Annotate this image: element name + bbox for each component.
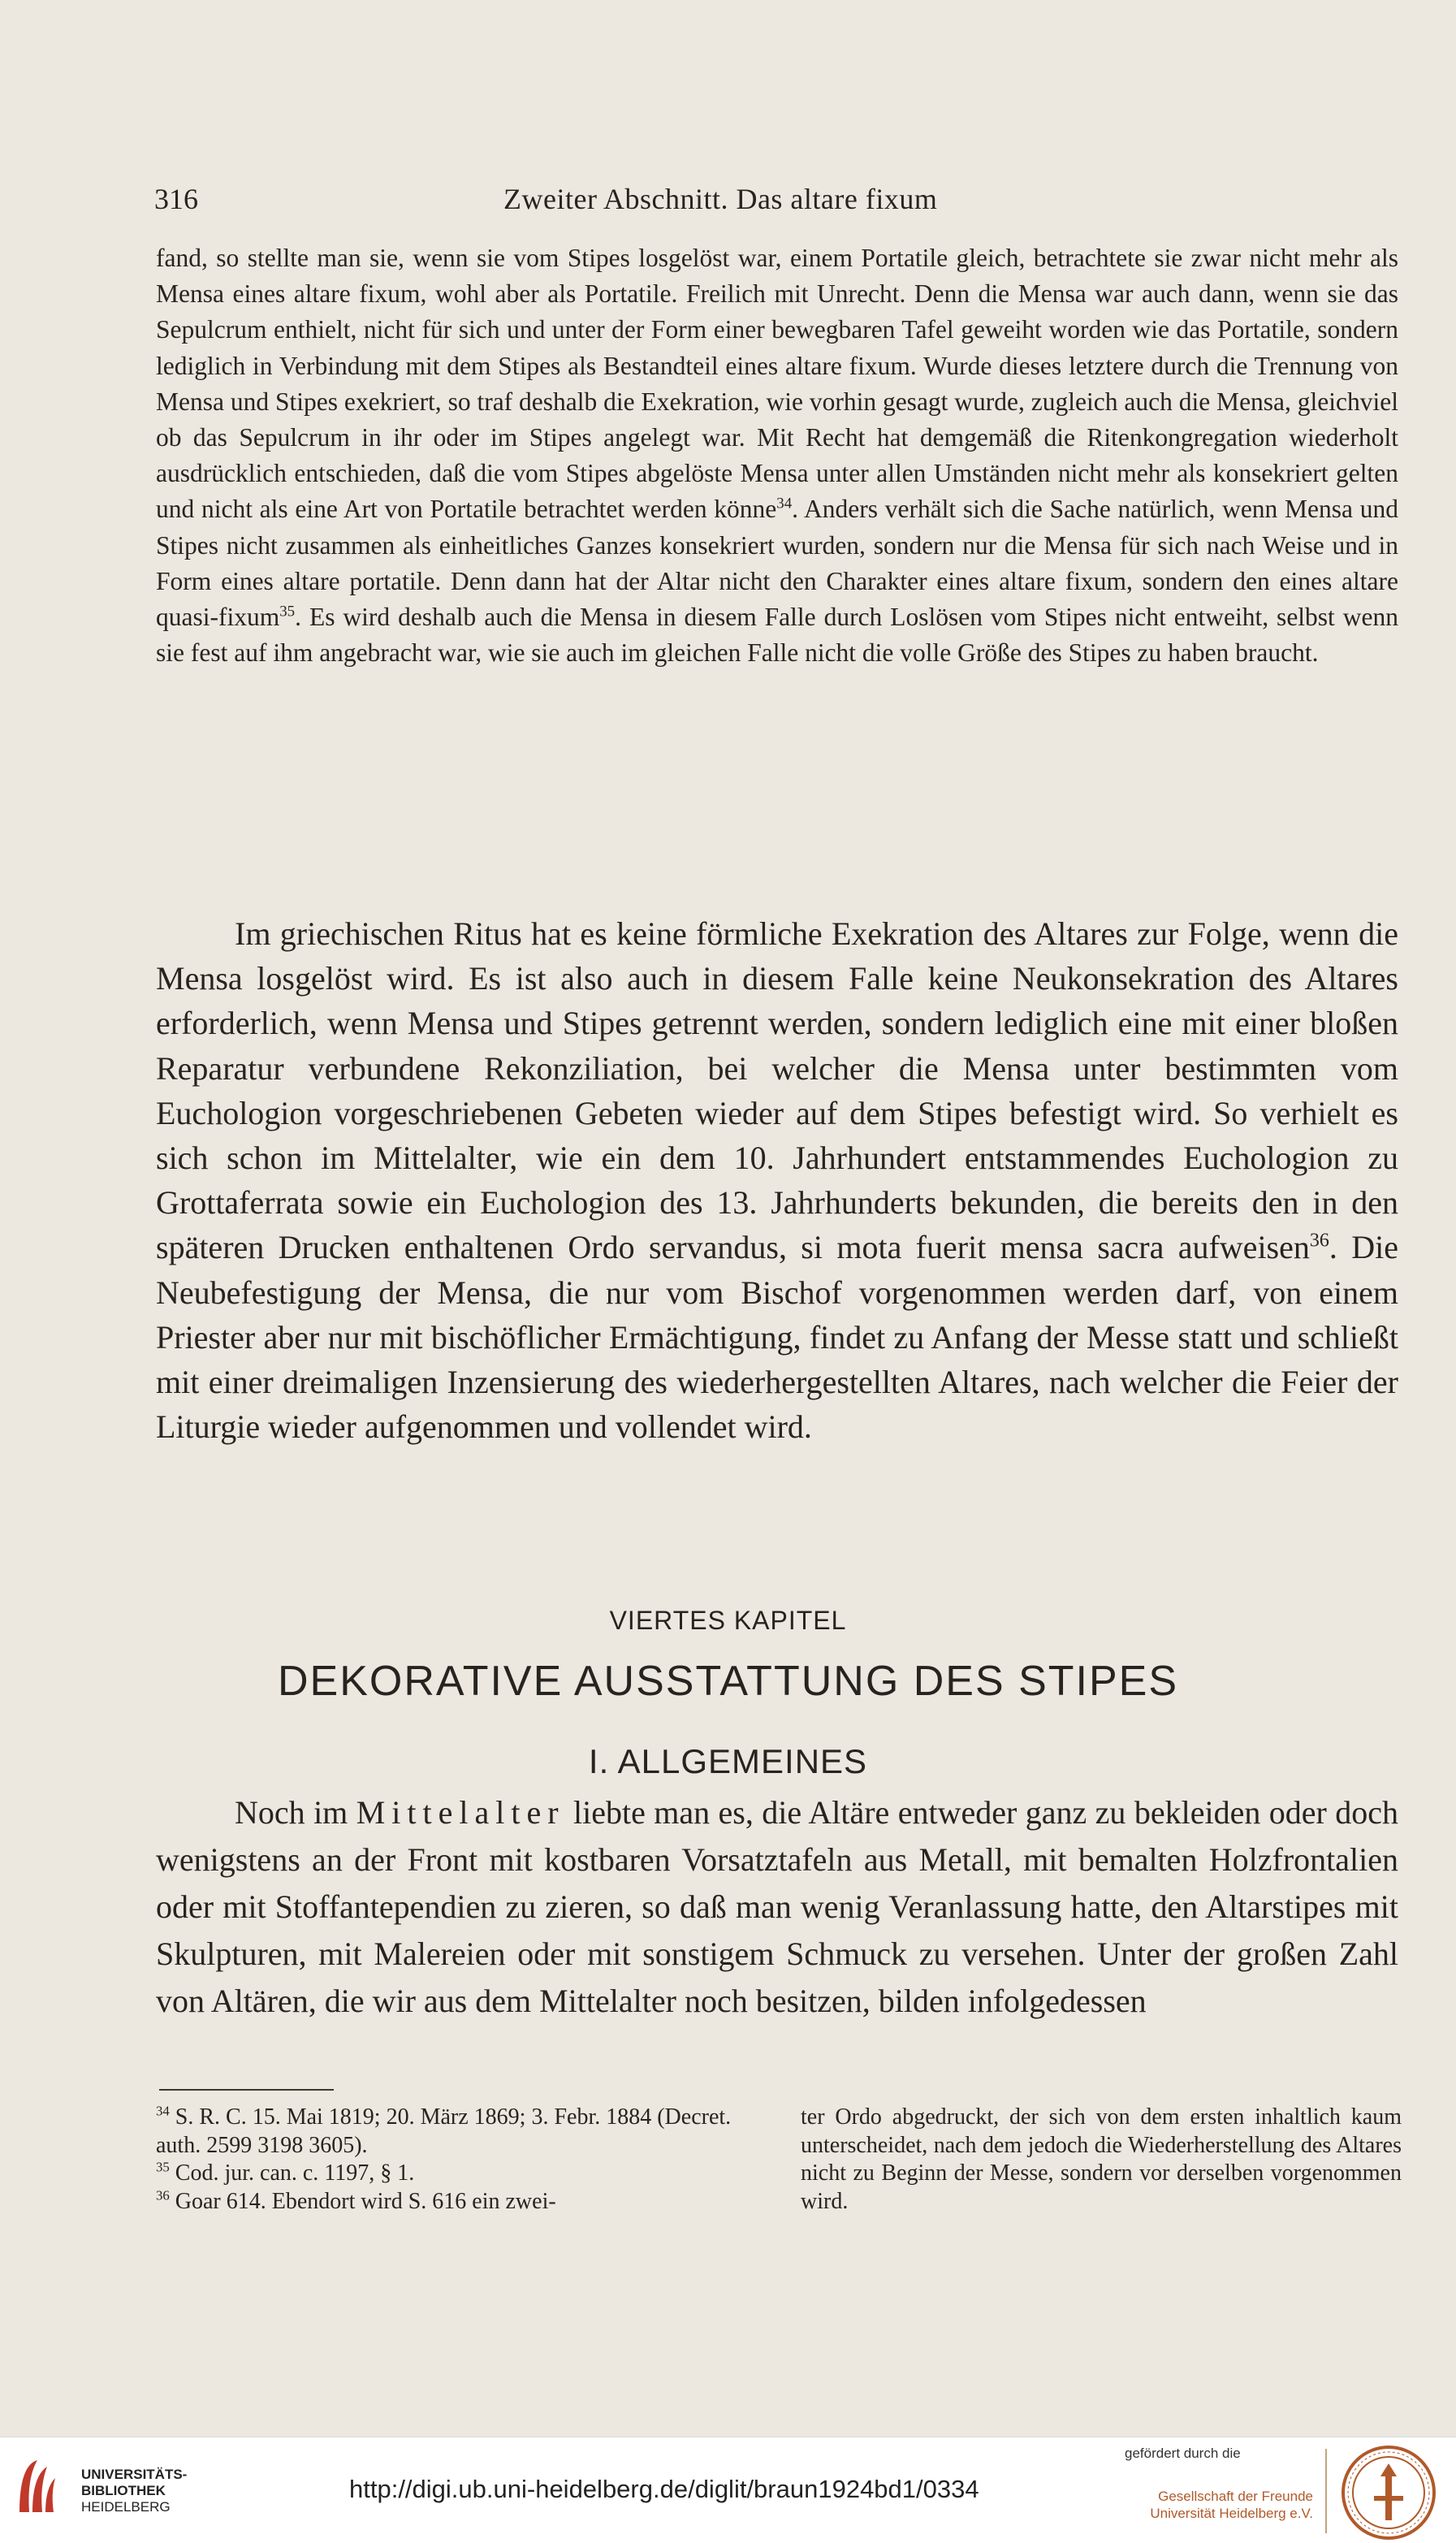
library-name[interactable] — [81, 2467, 187, 2515]
paragraph-text: Noch im — [235, 1794, 356, 1831]
footnote-divider — [159, 2089, 334, 2091]
sponsor-note: gefördert durch die — [1125, 2446, 1241, 2461]
chapter-label: VIERTES KAPITEL — [609, 1606, 847, 1635]
footnote-text: Cod. jur. can. c. 1197, § 1. — [175, 2160, 415, 2186]
sponsor-name-line: Universität Heidelberg e.V. — [1150, 2506, 1313, 2521]
paragraph-text: . Es wird deshalb auch die Mensa in diesem Falle durch Loslösen vom Stipes nicht entweiht, selbst wenn sie fest auf ihm angebracht war, wie sie auch im gleichen Falle nicht die volle Größe des Stipes zu haben braucht. — [156, 603, 1398, 668]
footnote-mark: 35 — [156, 2159, 170, 2175]
footnotes-right-column — [801, 2104, 1402, 2216]
footnote-ref-34[interactable]: 34 — [776, 495, 793, 512]
paragraph-portatile — [156, 240, 1398, 671]
paragraph-greek-rite — [156, 911, 1398, 1449]
paragraph-allgemeines — [156, 1789, 1398, 2025]
paragraph-text: Im griechischen Ritus hat es keine förmliche Exekration des Altares zur Folge, wenn die Mensa losgelöst wird. Es ist also auch in diesem Falle keine Neukonsekration des Altares erforderlich, wenn Mensa und Stipes getrennt werden, sondern lediglich eine mit einer bloßen Reparatur verbundene Rekonziliation, bei welcher die Mensa unter bestimmten vom Euchologion vorgeschriebenen Gebeten wieder auf dem Stipes befestigt wird. So verhielt es sich schon im Mittelalter, wie ein dem 10. Jahrhundert entstammendes Euchologion zu Grottaferrata sowie ein Euchologion des 13. Jahrhunderts bekunden, die bereits den in den späteren Drucken enthaltenen Ordo servandus, si mota fuerit mensa sacra aufweisen — [156, 915, 1398, 1266]
permalink-url[interactable]: http://digi.ub.uni-heidelberg.de/diglit/braun1924bd1/0334 — [349, 2475, 979, 2503]
footnote-text: S. R. C. 15. Mai 1819; 20. März 1869; 3. Febr. 1884 (Decret. auth. 2599 3198 3605). — [156, 2104, 732, 2158]
footnotes-left-column — [156, 2104, 773, 2216]
viewer-footer-bar — [0, 2437, 1456, 2543]
paragraph-text: liebte man es, die Altäre entweder ganz zu bekleiden oder doch wenigstens an der Front mit kostbaren Vorsatztafeln aus Metall, mit bemalten Holzfrontalien oder mit Stoffantependien zu zieren, so daß man wenig Veranlassung hatte, den Altarstipes mit Skulpturen, mit Malereien oder mit sonstigem Schmuck zu versehen. Unter der großen Zahl von Altären, die wir aus dem Mittelalter noch besitzen, bilden infolgedessen — [156, 1794, 1398, 2019]
university-library-logo-icon[interactable] — [15, 2455, 60, 2517]
chapter-title: DEKORATIVE AUSSTATTUNG DES STIPES — [277, 1658, 1179, 1705]
footnote-text: Goar 614. Ebendort wird S. 616 ein zwei- — [175, 2188, 556, 2214]
sponsor-name[interactable] — [1092, 2488, 1313, 2522]
paragraph-text: . Die Neubefestigung der Mensa, die nur vom Bischof vorgenommen werden darf, von einem Priester aber nur mit bischöflicher Ermächtigung, findet zu Anfang der Messe statt und schließt mit einer dreimaligen Inzensierung des wiederhergestellten Altares, nach welcher die Feier der Liturgie wieder aufgenommen und vollendet wird. — [156, 1229, 1398, 1446]
library-name-line: HEIDELBERG — [81, 2499, 171, 2515]
footnote-36 — [156, 2188, 773, 2216]
footnote-ref-35[interactable]: 35 — [279, 603, 296, 621]
footnote-mark: 36 — [156, 2187, 170, 2204]
paragraph-text: . Anders verhält sich die Sache natürlich, wenn Mensa und Stipes nicht zusammen als einheitliches Ganzes konsekriert wurden, sondern nur die Mensa für sich nach Weise und in Form eines altare portatile. Denn dann hat der Altar nicht den Charakter eines altare fixum, sondern den eines altare quasi-fixum — [156, 495, 1398, 632]
page-number: 316 — [154, 183, 198, 215]
footnote-34 — [156, 2104, 773, 2160]
library-name-line: BIBLIOTHEK — [81, 2483, 166, 2498]
footnote-continuation: ter Ordo abgedruckt, der sich von dem ersten inhaltlich kaum unterscheidet, nach dem jedoch die Wiederherstellung des Altares nicht zu Beginn der Messe, sondern vor derselben vorgenommen wird. — [801, 2104, 1402, 2214]
section-title: I. ALLGEMEINES — [588, 1742, 868, 1780]
footnote-ref-36[interactable]: 36 — [1309, 1230, 1329, 1252]
sponsor-name-line: Gesellschaft der Freunde — [1158, 2489, 1313, 2504]
footnote-35 — [156, 2160, 773, 2188]
university-seal-icon[interactable] — [1340, 2444, 1437, 2541]
running-title: Zweiter Abschnitt. Das altare fixum — [503, 183, 938, 215]
footnote-mark: 34 — [156, 2103, 170, 2119]
paragraph-text: fand, so stellte man sie, wenn sie vom Stipes losgelöst war, einem Portatile gleich, betrachtete sie zwar nicht mehr als Mensa eines altare fixum, wohl aber als Portatile. Freilich mit Unrecht. Denn die Mensa war auch dann, wenn sie das Sepulcrum enthielt, nicht für sich und unter der Form einer bewegbaren Tafel geweiht worden wie das Portatile, sondern lediglich in Verbindung mit dem Stipes als Bestandteil eines altare fixum. Wurde dieses letztere durch die Trennung von Mensa und Stipes exekriert, so traf deshalb die Exekration, wie vorhin gesagt wurde, zugleich auch die Mensa, gleichviel ob das Sepulcrum in ihr oder im Stipes angelegt war. Mit Recht hat demgemäß die Ritenkongregation wiederholt ausdrücklich entschieden, daß die vom Stipes abgelöste Mensa unter allen Umständen nicht mehr als konsekriert gelten und nicht als eine Art von Portatile betrachtet werden könne — [156, 244, 1398, 524]
footer-divider — [1325, 2449, 1327, 2533]
library-name-line: UNIVERSITÄTS- — [81, 2467, 188, 2482]
emphasized-word: Mittelalter — [356, 1794, 565, 1831]
page-header — [154, 182, 1372, 231]
